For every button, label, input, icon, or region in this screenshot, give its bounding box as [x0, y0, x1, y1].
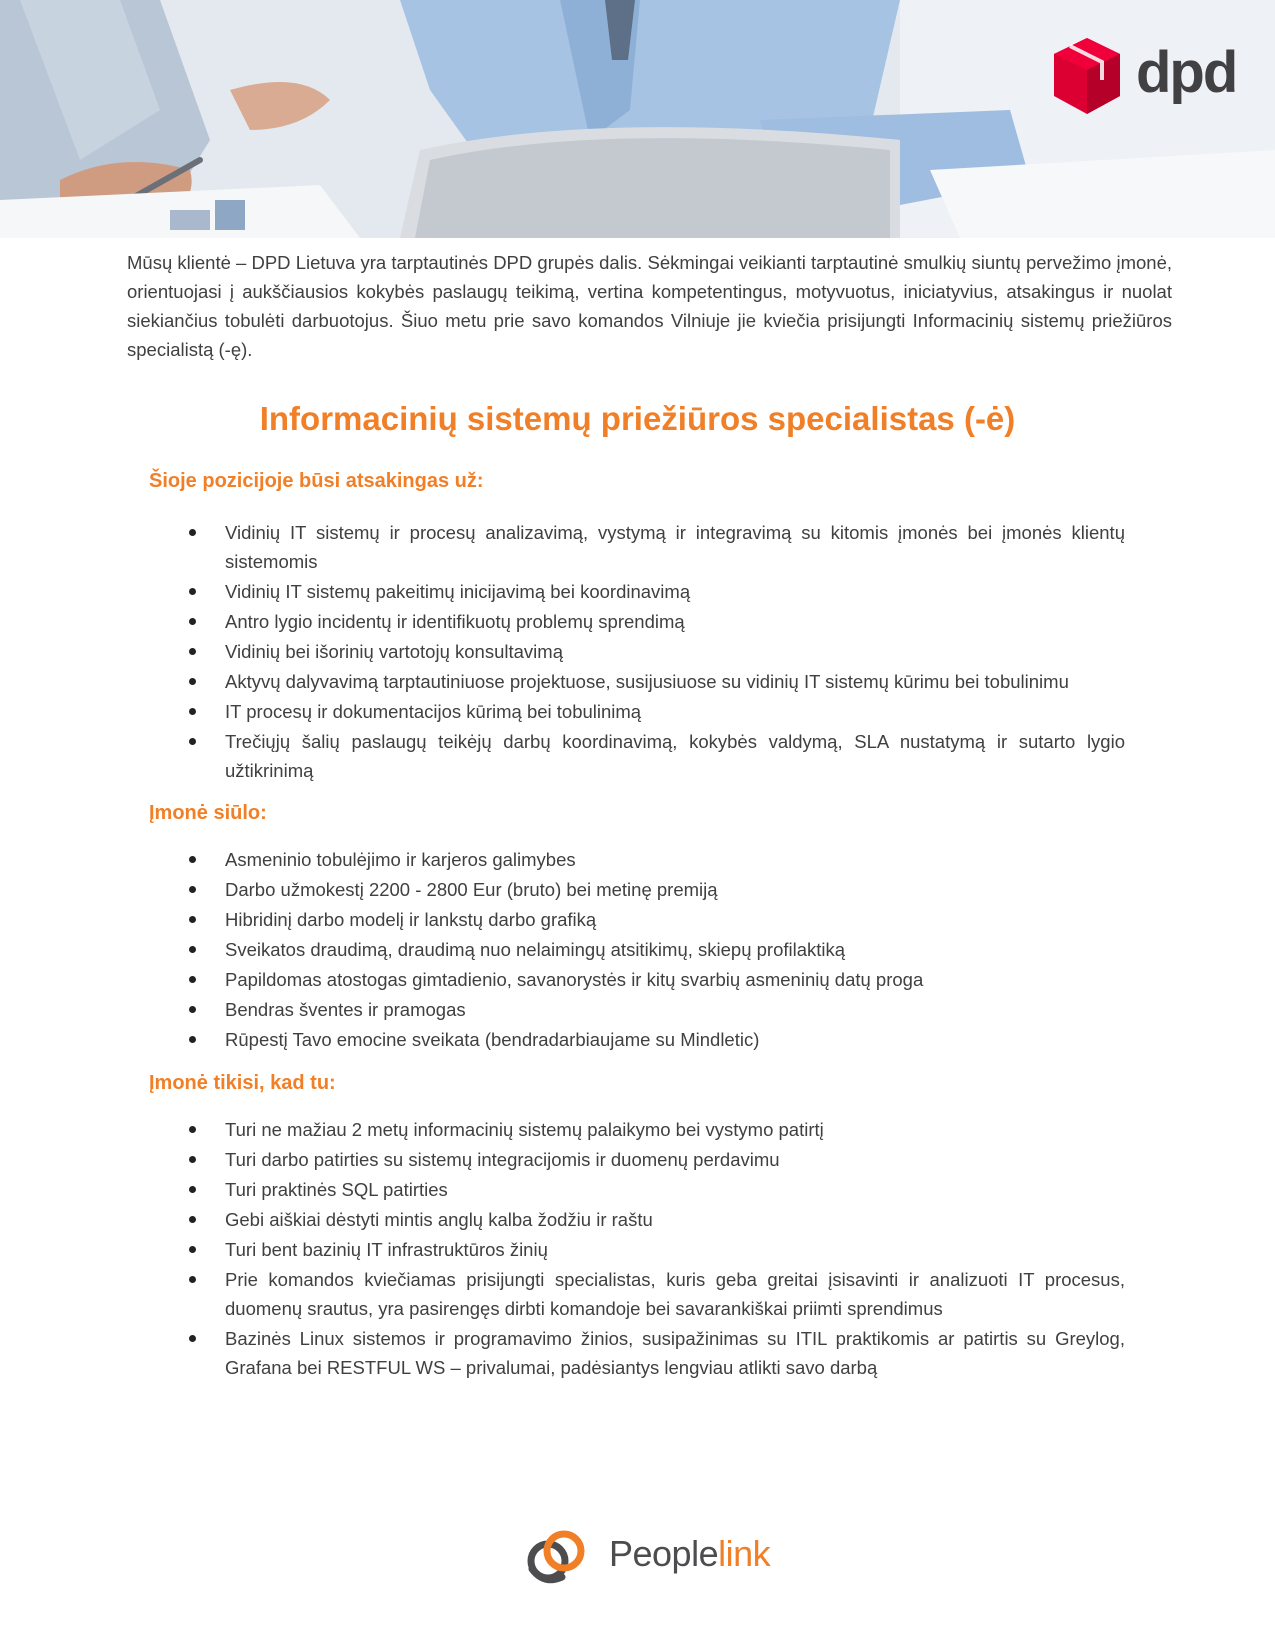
list-item: Darbo užmokestį 2200 - 2800 Eur (bruto) bei metinę premiją: [150, 875, 1125, 904]
bullet-icon: [189, 886, 196, 893]
bullet-icon: [189, 529, 196, 536]
expectations-list: [150, 1115, 1125, 1383]
bullet-icon: [189, 1126, 196, 1133]
peoplelink-rings-icon: [524, 1525, 588, 1589]
section-heading-expectations: Įmonė tikisi, kad tu:: [149, 1072, 336, 1094]
bullet-icon: [189, 1036, 196, 1043]
intro-paragraph: Mūsų klientė – DPD Lietuva yra tarptautinės DPD grupės dalis. Sėkmingai veikianti tarptautinė smulkių siuntų pervežimo įmonė, orientuojasi į aukščiausios kokybės paslaugų teikimą, vertina kompetentingus, motyvuotus, iniciatyvius, atsakingus ir nuolat siekiančius tobulėti darbuotojus. Šiuo metu prie savo komandos Vilniuje jie kviečia prisijungti Informacinių sistemų priežiūros specialistą (-ę).: [127, 252, 1172, 360]
list-item: Turi praktinės SQL patirties: [150, 1175, 1125, 1204]
list-item: Hibridinį darbo modelį ir lankstų darbo grafiką: [150, 905, 1125, 934]
list-item: Turi ne mažiau 2 metų informacinių sistemų palaikymo bei vystymo patirtį: [150, 1115, 1125, 1144]
list-item: Vidinių IT sistemų pakeitimų inicijavimą bei koordinavimą: [150, 577, 1125, 606]
section-heading-offers: Įmonė siūlo:: [149, 802, 267, 824]
list-item: Gebi aiškiai dėstyti mintis anglų kalba žodžiu ir raštu: [150, 1205, 1125, 1234]
list-item: Bazinės Linux sistemos ir programavimo žinios, susipažinimas su ITIL praktikomis ar patirtis su Greylog, Grafana bei RESTFUL WS – privalumai, padėsiantys lengviau atlikti savo darbą: [150, 1324, 1125, 1382]
list-item: Trečiųjų šalių paslaugų teikėjų darbų koordinavimą, kokybės valdymą, SLA nustatymą ir sutarto lygio užtikrinimą: [150, 727, 1125, 785]
bullet-icon: [189, 1335, 196, 1342]
list-item: Turi darbo patirties su sistemų integracijomis ir duomenų perdavimu: [150, 1145, 1125, 1174]
bullet-icon: [189, 1216, 196, 1223]
bullet-icon: [189, 1186, 196, 1193]
list-item: Turi bent bazinių IT infrastruktūros žinių: [150, 1235, 1125, 1264]
list-item: Vidinių IT sistemų ir procesų analizavimą, vystymą ir integravimą su kitomis įmonės bei įmonės klientų sistemomis: [150, 518, 1125, 576]
responsibilities-list: [150, 518, 1125, 786]
bullet-icon: [189, 678, 196, 685]
list-item: Bendras šventes ir pramogas: [150, 995, 1125, 1024]
list-item: Sveikatos draudimą, draudimą nuo nelaimingų atsitikimų, skiepų profilaktiką: [150, 935, 1125, 964]
bullet-icon: [189, 648, 196, 655]
list-item: Rūpestį Tavo emocine sveikata (bendradarbiaujame su Mindletic): [150, 1025, 1125, 1054]
bullet-icon: [189, 946, 196, 953]
list-item: Antro lygio incidentų ir identifikuotų problemų sprendimą: [150, 607, 1125, 636]
list-item: Papildomas atostogas gimtadienio, savanorystės ir kitų svarbių asmeninių datų proga: [150, 965, 1125, 994]
peoplelink-wordmark: Peoplelink: [609, 1533, 771, 1574]
dpd-logo: [1052, 36, 1237, 122]
job-title: Informacinių sistemų priežiūros specialistas (-ė): [259, 400, 1016, 437]
bullet-icon: [189, 738, 196, 745]
bullet-icon: [189, 1276, 196, 1283]
bullet-icon: [189, 856, 196, 863]
bullet-icon: [189, 1156, 196, 1163]
list-item: Vidinių bei išorinių vartotojų konsultavimą: [150, 637, 1125, 666]
list-item: IT procesų ir dokumentacijos kūrimą bei tobulinimą: [150, 697, 1125, 726]
section-heading-responsibilities: Šioje pozicijoje būsi atsakingas už:: [149, 470, 484, 492]
dpd-cube-icon: [1052, 36, 1122, 116]
dpd-logo-text: dpd: [1136, 40, 1237, 105]
bullet-icon: [189, 1246, 196, 1253]
header-banner: [0, 0, 1275, 238]
bullet-icon: [189, 1006, 196, 1013]
bullet-icon: [189, 708, 196, 715]
bullet-icon: [189, 976, 196, 983]
bullet-icon: [189, 588, 196, 595]
list-item: Aktyvų dalyvavimą tarptautiniuose projektuose, susijusiuose su vidinių IT sistemų kūrimu bei tobulinimu: [150, 667, 1125, 696]
bullet-icon: [189, 916, 196, 923]
list-item: Asmeninio tobulėjimo ir karjeros galimybes: [150, 845, 1125, 874]
offers-list: [150, 845, 1125, 1055]
peoplelink-logo: [524, 1525, 771, 1589]
list-item: Prie komandos kviečiamas prisijungti specialistas, kuris geba greitai įsisavinti ir analizuoti IT procesus, duomenų srautus, yra pasirengęs dirbti komandoje bei savarankiškai priimti sprendimus: [150, 1265, 1125, 1323]
bullet-icon: [189, 618, 196, 625]
